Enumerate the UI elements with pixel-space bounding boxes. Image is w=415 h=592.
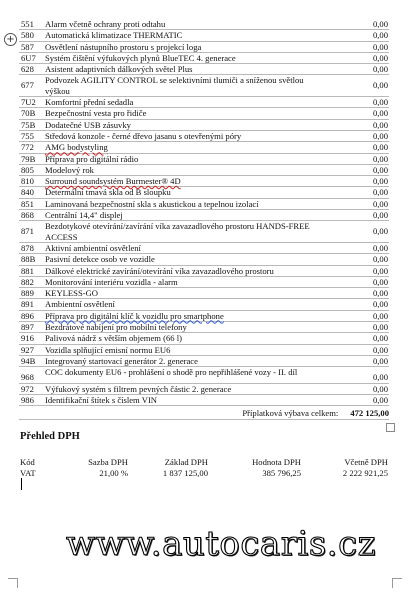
equipment-price: 0,00 — [372, 288, 388, 299]
table-row — [19, 299, 389, 310]
table-row — [19, 356, 389, 367]
vat-header-base: Základ DPH — [164, 457, 208, 467]
equipment-code: 927 — [21, 344, 34, 355]
equipment-code: 881 — [21, 265, 34, 276]
table-row — [19, 108, 389, 119]
equipment-price: 0,00 — [372, 164, 388, 175]
equipment-description: Dálkové elektrické zavírání/otevírání víka zavazadlového prostoru — [45, 265, 274, 276]
table-resize-handle[interactable] — [386, 423, 395, 432]
equipment-code: 986 — [21, 394, 34, 405]
equipment-description: COC dokumenty EU6 - prohlášení o shodě pro nepřihlášené vozy - II. díl — [45, 367, 298, 378]
equipment-code: 551 — [21, 19, 34, 29]
vat-rate: 21,00 % — [99, 468, 128, 478]
equipment-code: 968 — [21, 372, 34, 383]
equipment-description: Bezdrátové nabíjení pro mobilní telefony — [45, 322, 187, 333]
vat-total: 2 222 921,25 — [342, 468, 388, 478]
table-row — [19, 75, 389, 97]
table-row — [19, 30, 389, 41]
equipment-code: 94B — [21, 355, 36, 366]
watermark-text: www.autocaris.cz — [66, 524, 377, 564]
equipment-description: Výfukový systém s filtrem pevných částic 2. generace — [45, 383, 232, 394]
equipment-price: 0,00 — [372, 64, 388, 75]
equipment-description: Bezpečnostní vesta pro řidiče — [45, 108, 147, 119]
equipment-description: Centrální 14,4" displej — [45, 210, 123, 221]
equipment-code: 79B — [21, 153, 36, 164]
equipment-code: 628 — [21, 64, 34, 75]
table-row — [19, 199, 389, 210]
table-row — [19, 367, 389, 383]
equipment-description — [44, 311, 315, 321]
vat-section-title: Přehled DPH — [20, 431, 80, 442]
equipment-description: Systém čištění výfukových plynů BlueTEC 4. generace — [45, 52, 236, 63]
vat-amount: 385 796,25 — [262, 468, 301, 478]
equipment-price: 0,00 — [372, 322, 388, 333]
equipment-description: Integrovaný startovací generátor 2. generace — [45, 355, 198, 366]
vat-table — [20, 457, 388, 479]
equipment-code: 878 — [21, 242, 34, 253]
equipment-description: Pasivní detekce osob ve vozidle — [45, 254, 155, 265]
equipment-code: 840 — [21, 187, 34, 198]
table-row — [19, 165, 389, 176]
equipment-price: 0,00 — [372, 310, 388, 321]
vat-header-amount: Hodnota DPH — [252, 457, 301, 467]
table-row — [19, 254, 389, 265]
equipment-price: 0,00 — [372, 119, 388, 130]
equipment-description: Alarm včetně ochrany proti odtahu — [45, 19, 166, 29]
equipment-code: 882 — [21, 276, 34, 287]
equipment-price: 0,00 — [372, 80, 388, 91]
equipment-description: Aktivní ambientní osvětlení — [45, 242, 141, 253]
vat-code: VAT — [20, 468, 36, 478]
table-row — [19, 154, 389, 165]
equipment-price: 0,00 — [372, 97, 388, 108]
equipment-price: 0,00 — [372, 344, 388, 355]
table-row — [19, 288, 389, 299]
equipment-price: 0,00 — [372, 383, 388, 394]
table-row — [19, 120, 389, 131]
table-row — [19, 266, 389, 277]
equipment-price: 0,00 — [372, 142, 388, 153]
equipment-description: Determální tmavá skla od B sloupku — [45, 187, 171, 198]
equipment-code: 810 — [21, 176, 34, 187]
table-row — [19, 64, 389, 75]
table-row — [19, 345, 389, 356]
equipment-price: 0,00 — [372, 394, 388, 405]
total-value: 472 125,00 — [350, 408, 389, 418]
equipment-price: 0,00 — [372, 254, 388, 265]
equipment-description: Dodatečné USB zásuvky — [45, 119, 131, 130]
equipment-description: Monitorování interiéru vozidla - alarm — [45, 276, 178, 287]
margin-corner-mark — [8, 578, 18, 588]
table-row — [19, 395, 389, 406]
equipment-price: 0,00 — [372, 265, 388, 276]
equipment-description: Komfortní přední sedadla — [45, 97, 134, 108]
equipment-price: 0,00 — [372, 210, 388, 221]
equipment-code: 972 — [21, 383, 34, 394]
table-row — [19, 311, 389, 322]
equipment-total-row — [19, 408, 389, 420]
table-row — [19, 322, 389, 333]
spellcheck-text: AMG bodystyling — [45, 142, 108, 153]
equipment-description: Příprava pro digitální rádio — [45, 153, 139, 164]
equipment-code: 805 — [21, 164, 34, 175]
equipment-price: 0,00 — [372, 187, 388, 198]
equipment-code: 6U7 — [21, 52, 36, 63]
vat-header-rate: Sazba DPH — [88, 457, 128, 467]
equipment-description: Osvětlení nástupního prostoru s projekcí loga — [45, 41, 202, 52]
equipment-description: Bezdotykové otevírání/zavírání víka zavazadlového prostoru HANDS-FREE ACCESS — [45, 221, 310, 242]
table-row — [19, 221, 389, 243]
equipment-code: 871 — [21, 226, 34, 237]
text-cursor — [21, 478, 22, 490]
total-label: Příplatková výbava celkem: — [242, 408, 339, 418]
grammar-check-text: Příprava pro digitální klíč k vozidlu pro smartphone — [45, 310, 224, 321]
equipment-price: 0,00 — [372, 41, 388, 52]
equipment-description: Identifikační štítek s číslem VIN — [45, 394, 158, 405]
table-move-icon[interactable]: + — [4, 33, 17, 46]
table-row — [19, 384, 389, 395]
table-row — [19, 42, 389, 53]
table-row — [19, 333, 389, 344]
margin-corner-mark — [392, 578, 402, 588]
vat-header-total: Včetně DPH — [344, 457, 388, 467]
equipment-description: Palivová nádrž s větším objemem (66 l) — [45, 333, 182, 344]
spellcheck-text: Surround soundsystém Burmester® 4D — [45, 176, 181, 187]
equipment-price: 0,00 — [372, 333, 388, 344]
equipment-code: 868 — [21, 210, 34, 221]
equipment-code: 7U2 — [21, 97, 36, 108]
table-row — [19, 210, 389, 221]
equipment-code: 897 — [21, 322, 34, 333]
equipment-price: 0,00 — [372, 355, 388, 366]
equipment-code: 772 — [21, 142, 34, 153]
equipment-price: 0,00 — [372, 19, 388, 29]
equipment-description: Ambientní osvětlení — [45, 299, 115, 310]
equipment-price: 0,00 — [372, 153, 388, 164]
equipment-code: 677 — [21, 80, 34, 91]
equipment-code: 580 — [21, 30, 34, 41]
equipment-price: 0,00 — [372, 372, 388, 383]
equipment-code: 587 — [21, 41, 34, 52]
equipment-price: 0,00 — [372, 276, 388, 287]
table-row — [19, 142, 389, 153]
table-row — [19, 131, 389, 142]
equipment-description: Středová konzole - černé dřevo jasanu s otevřenými póry — [45, 130, 242, 141]
equipment-description — [44, 176, 315, 186]
table-row — [19, 19, 389, 30]
equipment-price: 0,00 — [372, 242, 388, 253]
table-row — [19, 176, 389, 187]
equipment-code: 755 — [21, 130, 34, 141]
equipment-description: KEYLESS-GO — [45, 288, 98, 299]
table-row — [19, 187, 389, 198]
equipment-description: Podvozek AGILITY CONTROL se selektivními tlumiči a sníženou světlou výškou — [45, 75, 304, 96]
equipment-description: Modelový rok — [45, 164, 94, 175]
table-row — [19, 97, 389, 108]
table-row — [19, 53, 389, 64]
table-row — [19, 277, 389, 288]
equipment-price: 0,00 — [372, 30, 388, 41]
equipment-description: Asistent adaptivních dálkových světel Plus — [45, 64, 193, 75]
equipment-table — [19, 19, 389, 406]
equipment-price: 0,00 — [372, 52, 388, 63]
equipment-price: 0,00 — [372, 198, 388, 209]
vat-base: 1 837 125,00 — [162, 468, 208, 478]
equipment-code: 88B — [21, 254, 36, 265]
vat-data-row — [20, 468, 388, 479]
equipment-price: 0,00 — [372, 176, 388, 187]
equipment-price: 0,00 — [372, 130, 388, 141]
equipment-code: 851 — [21, 198, 34, 209]
equipment-code: 889 — [21, 288, 34, 299]
equipment-price: 0,00 — [372, 108, 388, 119]
vat-header-row — [20, 457, 388, 468]
vat-header-code: Kód — [20, 457, 35, 467]
equipment-description: Vozidla splňující emisní normu EU6 — [45, 344, 171, 355]
equipment-price: 0,00 — [372, 226, 388, 237]
table-row — [19, 243, 389, 254]
equipment-code: 896 — [21, 310, 34, 321]
equipment-description: Automatická klimatizace THERMATIC — [45, 30, 183, 41]
equipment-code: 891 — [21, 299, 34, 310]
equipment-description: Laminovaná bezpečnostní skla s akustickou a tepelnou izolací — [45, 198, 259, 209]
equipment-code: 916 — [21, 333, 34, 344]
equipment-code: 75B — [21, 119, 36, 130]
equipment-code: 70B — [21, 108, 36, 119]
equipment-price: 0,00 — [372, 299, 388, 310]
equipment-description — [44, 142, 315, 152]
